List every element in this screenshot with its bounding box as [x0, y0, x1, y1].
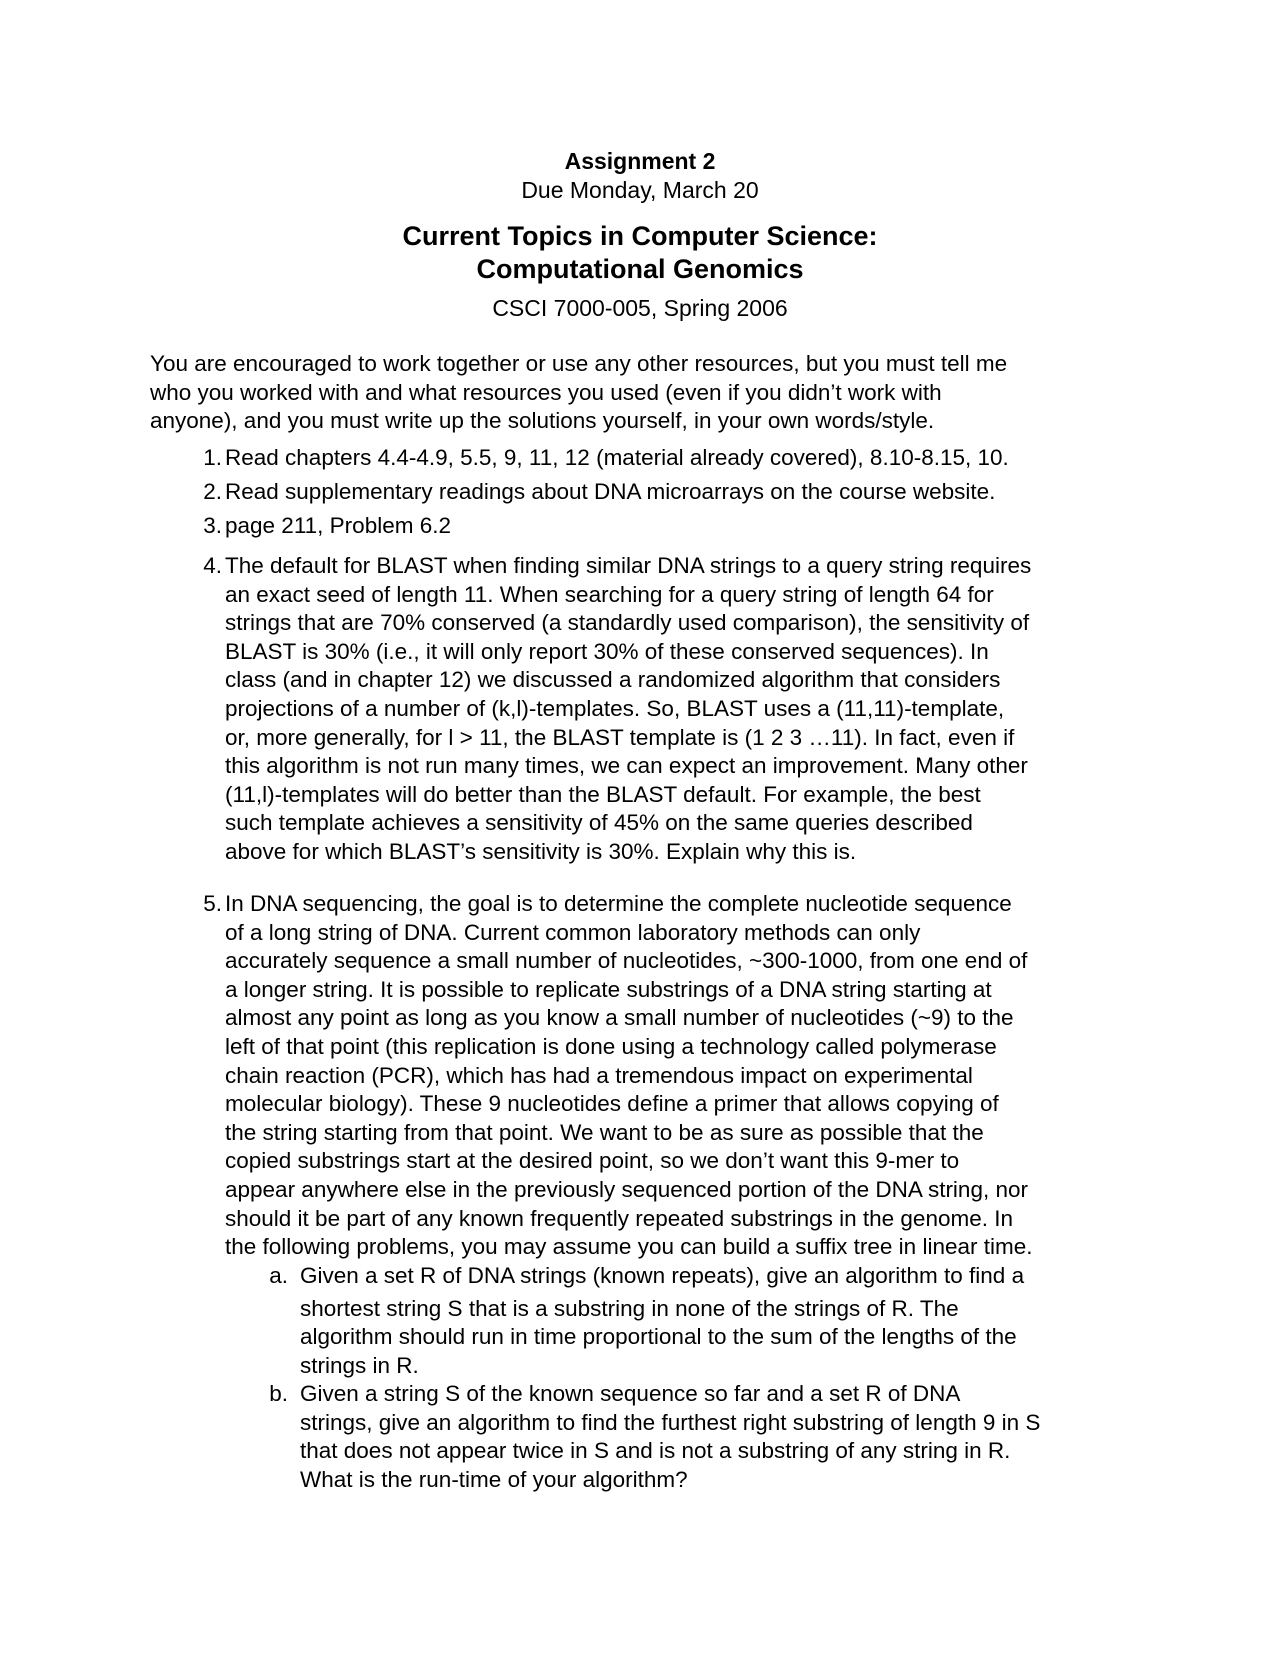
item-line: projections of a number of (k,l)-templates. So, BLAST uses a (11,11)-template, — [225, 695, 1005, 721]
item-line: copied substrings start at the desired point, so we don’t want this 9-mer to — [225, 1148, 960, 1174]
item-line: the following problems, you may assume you can build a suffix tree in linear time. — [225, 1234, 1033, 1260]
sub-item-letter: a. — [269, 1263, 288, 1288]
sub-item-line: What is the run-time of your algorithm? — [300, 1466, 688, 1492]
list-item-text — [225, 512, 451, 541]
item-line: appear anywhere else in the previously sequenced portion of the DNA string, nor — [225, 1176, 1028, 1202]
sub-item-line: algorithm should run in time proportional to the sum of the lengths of the — [300, 1324, 1017, 1350]
item-line: class (and in chapter 12) we discussed a randomized algorithm that considers — [225, 667, 1001, 693]
sub-item-line: Given a string S of the known sequence so far and a set R of DNA — [300, 1381, 961, 1406]
course-title-line-2: Computational Genomics — [476, 254, 804, 284]
item-line: Read supplementary readings about DNA microarrays on the course website. — [225, 479, 996, 504]
item-line: molecular biology). These 9 nucleotides define a primer that allows copying of — [225, 1091, 999, 1117]
item-line: (11,l)-templates will do better than the BLAST default. For example, the best — [225, 781, 981, 807]
course-code: CSCI 7000-005, Spring 2006 — [492, 295, 788, 321]
item-line: BLAST is 30% (i.e., it will only report 30% of these conserved sequences). In — [225, 638, 989, 664]
course-title-line-1: Current Topics in Computer Science: — [402, 221, 878, 251]
due-date: Due Monday, March 20 — [521, 177, 759, 203]
list-item-number: 1. — [203, 445, 222, 470]
sub-item-line: that does not appear twice in S and is not a substring of any string in R. — [300, 1438, 1011, 1464]
sub-item-line: shortest string S that is a substring in none of the strings of R. The — [300, 1295, 959, 1321]
list-item-number: 4. — [203, 553, 222, 578]
sub-item-line: strings in R. — [300, 1352, 419, 1378]
item-line: Read chapters 4.4-4.9, 5.5, 9, 11, 12 (material already covered), 8.10-8.15, 10. — [225, 445, 1009, 470]
intro-line: anyone), and you must write up the solutions yourself, in your own words/style. — [150, 408, 935, 434]
list-item-number: 3. — [203, 513, 222, 538]
intro-line: who you worked with and what resources you used (even if you didn’t work with — [150, 379, 942, 405]
list-item-text — [225, 552, 1031, 867]
list-item-number: 5. — [203, 891, 222, 916]
item-line: The default for BLAST when finding similar DNA strings to a query string requires — [225, 553, 1032, 578]
item-line: should it be part of any known frequently repeated substrings in the genome. In — [225, 1205, 1013, 1231]
item-line: almost any point as long as you know a small number of nucleotides (~9) to the — [225, 1005, 1014, 1031]
item-line: of a long string of DNA. Current common laboratory methods can only — [225, 919, 921, 945]
list-item-text — [225, 444, 1009, 473]
item-line: accurately sequence a small number of nucleotides, ~300-1000, from one end of — [225, 948, 1028, 974]
sub-item-text — [300, 1380, 1040, 1494]
item-line: this algorithm is not run many times, we can expect an improvement. Many other — [225, 753, 1028, 779]
item-line: left of that point (this replication is done using a technology called polymerase — [225, 1033, 997, 1059]
intro-paragraph — [150, 350, 1007, 436]
sub-item-letter: b. — [269, 1381, 288, 1406]
sub-item-line: Given a set R of DNA strings (known repeats), give an algorithm to find a — [300, 1263, 1025, 1288]
item-line: such template achieves a sensitivity of 45% on the same queries described — [225, 810, 973, 836]
list-item-text — [225, 478, 995, 507]
list-item-text — [225, 890, 1032, 1262]
item-line: chain reaction (PCR), which has had a tremendous impact on experimental — [225, 1062, 973, 1088]
item-line: strings that are 70% conserved (a standardly used comparison), the sensitivity of — [225, 610, 1030, 636]
item-line: a longer string. It is possible to replicate substrings of a DNA string starting at — [225, 976, 992, 1002]
item-line: above for which BLAST’s sensitivity is 30%. Explain why this is. — [225, 838, 857, 864]
assignment-title: Assignment 2 — [564, 148, 716, 174]
sub-item-text — [300, 1262, 1024, 1380]
sub-item-line: strings, give an algorithm to find the furthest right substring of length 9 in S — [300, 1409, 1041, 1435]
item-line: page 211, Problem 6.2 — [225, 513, 451, 538]
item-line: an exact seed of length 11. When searching for a query string of length 64 for — [225, 581, 994, 607]
list-item-number: 2. — [203, 479, 222, 504]
item-line: In DNA sequencing, the goal is to determine the complete nucleotide sequence — [225, 891, 1012, 916]
item-line: or, more generally, for l > 11, the BLAST template is (1 2 3 …11). In fact, even if — [225, 724, 1015, 750]
intro-line: You are encouraged to work together or use any other resources, but you must tell me — [150, 351, 1008, 376]
item-line: the string starting from that point. We want to be as sure as possible that the — [225, 1119, 984, 1145]
